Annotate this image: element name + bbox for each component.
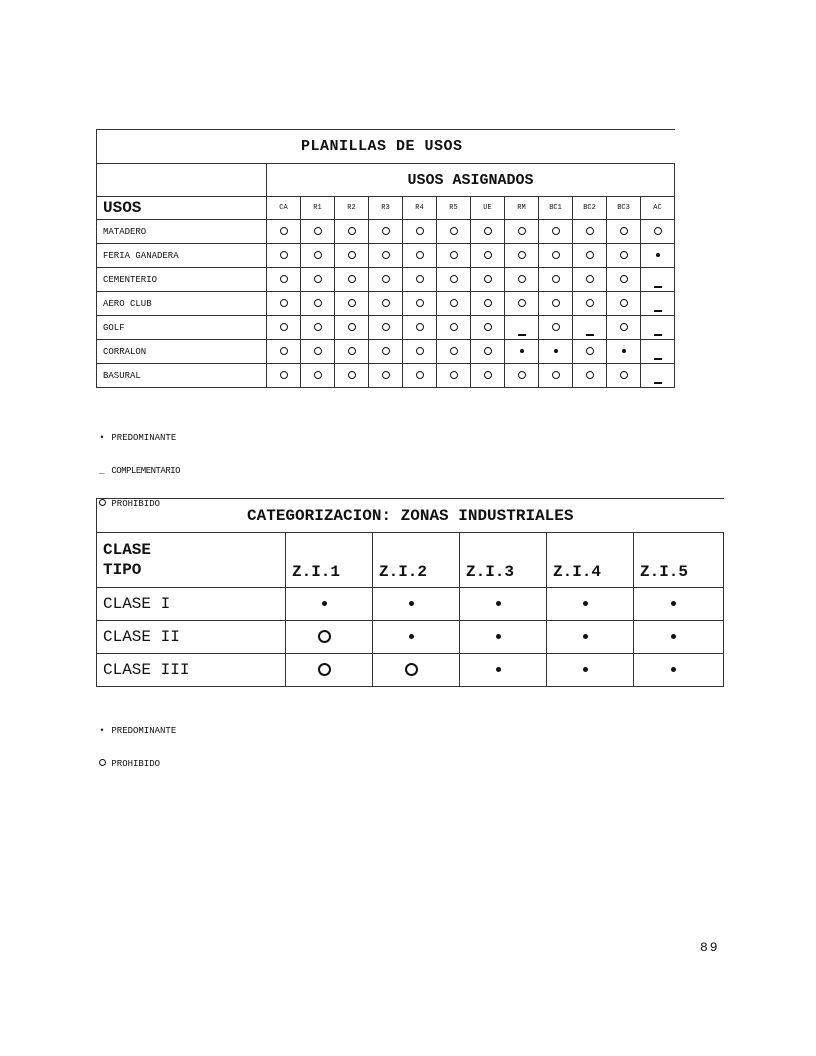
circle-icon	[484, 275, 492, 283]
table-cell	[547, 654, 634, 687]
table-cell	[505, 244, 539, 268]
circle-icon	[620, 299, 628, 307]
circle-icon	[348, 227, 356, 235]
table-cell	[335, 220, 369, 244]
circle-icon	[450, 323, 458, 331]
table-cell	[369, 292, 403, 316]
table-row	[97, 654, 724, 687]
legend-predominante	[98, 433, 180, 444]
table-cell	[335, 244, 369, 268]
table-cell	[505, 340, 539, 364]
circle-icon	[518, 251, 526, 259]
table-cell	[641, 340, 675, 364]
circle-icon	[450, 347, 458, 355]
table-cell	[641, 244, 675, 268]
zone-column-header: Z.I.1	[286, 533, 373, 588]
usos-table	[96, 129, 675, 388]
table-cell	[403, 268, 437, 292]
dash-icon	[654, 382, 662, 384]
circle-icon	[348, 251, 356, 259]
circle-icon	[518, 275, 526, 283]
circle-icon	[450, 299, 458, 307]
table-cell	[607, 340, 641, 364]
circle-icon	[552, 251, 560, 259]
circle-icon	[620, 371, 628, 379]
table-cell	[607, 316, 641, 340]
circle-icon	[484, 347, 492, 355]
bullet-icon	[409, 634, 414, 639]
bullet-icon	[496, 667, 501, 672]
table-cell	[335, 316, 369, 340]
usos-column-header: UE	[471, 197, 505, 220]
circle-icon	[552, 323, 560, 331]
zonas-table-title: CATEGORIZACION: ZONAS INDUSTRIALES	[97, 499, 724, 533]
table-cell	[573, 340, 607, 364]
circle-icon	[382, 299, 390, 307]
table-cell	[301, 268, 335, 292]
circle-icon	[348, 323, 356, 331]
bullet-icon	[671, 667, 676, 672]
legend2-predominante-text: PREDOMINANTE	[111, 726, 177, 736]
table-cell	[505, 220, 539, 244]
circle-icon	[314, 371, 322, 379]
circle-icon	[552, 275, 560, 283]
dash-icon: _	[99, 466, 105, 476]
bullet-icon	[671, 601, 676, 606]
usos-header-blank	[97, 164, 267, 197]
usos-column-header: RM	[505, 197, 539, 220]
table-cell	[369, 364, 403, 388]
bullet-icon	[554, 349, 558, 353]
circle-icon	[348, 299, 356, 307]
usos-column-header: AC	[641, 197, 675, 220]
table-row	[97, 340, 675, 364]
table-cell	[634, 654, 724, 687]
table-cell	[301, 316, 335, 340]
circle-icon	[314, 251, 322, 259]
circle-icon	[518, 299, 526, 307]
table-row	[97, 244, 675, 268]
table-cell	[286, 621, 373, 654]
table-cell	[539, 268, 573, 292]
table-cell	[335, 364, 369, 388]
table-cell	[267, 364, 301, 388]
table-cell	[267, 268, 301, 292]
table-cell	[539, 316, 573, 340]
bullet-icon	[496, 634, 501, 639]
circle-icon	[382, 323, 390, 331]
table-cell	[301, 364, 335, 388]
table-cell	[641, 364, 675, 388]
legend-prohibido-text: PROHIBIDO	[111, 499, 161, 509]
table-cell	[369, 268, 403, 292]
row-label: BASURAL	[97, 364, 267, 388]
class-label: CLASE III	[97, 654, 286, 687]
circle-icon	[314, 227, 322, 235]
table-cell	[403, 316, 437, 340]
zone-column-header: Z.I.5	[634, 533, 724, 588]
legend2-prohibido	[98, 759, 176, 770]
tipo-label: TIPO	[103, 561, 142, 579]
circle-icon	[586, 251, 594, 259]
table-cell	[505, 292, 539, 316]
table-cell	[471, 292, 505, 316]
circle-icon	[518, 371, 526, 379]
circle-icon	[416, 227, 424, 235]
circle-icon	[348, 275, 356, 283]
circle-icon	[484, 251, 492, 259]
circle-icon	[416, 347, 424, 355]
table-cell	[437, 316, 471, 340]
table-cell	[539, 340, 573, 364]
circle-icon	[586, 299, 594, 307]
bullet-icon	[583, 667, 588, 672]
usos-column-header: R2	[335, 197, 369, 220]
table-cell	[607, 364, 641, 388]
table-cell	[403, 220, 437, 244]
bullet-icon: •	[99, 726, 105, 736]
table-cell	[369, 316, 403, 340]
circle-icon	[620, 323, 628, 331]
table-cell	[437, 340, 471, 364]
table-cell	[286, 654, 373, 687]
circle-icon	[450, 251, 458, 259]
zone-column-header: Z.I.3	[460, 533, 547, 588]
table-row	[97, 588, 724, 621]
table-cell	[369, 220, 403, 244]
table-cell	[539, 364, 573, 388]
table-cell	[301, 292, 335, 316]
table-cell	[403, 244, 437, 268]
usos-column-header: BC2	[573, 197, 607, 220]
circle-icon	[586, 371, 594, 379]
table-cell	[267, 220, 301, 244]
table-cell	[437, 244, 471, 268]
table-row	[97, 268, 675, 292]
circle-icon	[314, 299, 322, 307]
dash-icon	[654, 358, 662, 360]
table-cell	[437, 268, 471, 292]
row-label: MATADERO	[97, 220, 267, 244]
circle-icon	[280, 371, 288, 379]
table-cell	[437, 292, 471, 316]
circle-icon	[620, 227, 628, 235]
circle-icon	[586, 227, 594, 235]
circle-icon	[416, 323, 424, 331]
table-cell	[607, 292, 641, 316]
table-cell	[373, 654, 460, 687]
table-cell	[301, 244, 335, 268]
circle-icon	[280, 323, 288, 331]
bullet-icon	[622, 349, 626, 353]
table-cell	[607, 244, 641, 268]
table-cell	[505, 268, 539, 292]
row-label: AERO CLUB	[97, 292, 267, 316]
usos-column-header: R5	[437, 197, 471, 220]
circle-icon	[280, 347, 288, 355]
table-cell	[505, 316, 539, 340]
zone-column-header: Z.I.4	[547, 533, 634, 588]
bullet-icon	[322, 601, 327, 606]
bullet-icon: •	[99, 433, 105, 443]
table-cell	[460, 654, 547, 687]
circle-icon	[484, 323, 492, 331]
row-label: FERIA GANADERA	[97, 244, 267, 268]
table-cell	[335, 292, 369, 316]
usos-table-title: PLANILLAS DE USOS	[97, 130, 675, 164]
circle-icon	[552, 299, 560, 307]
legend-predominante-text: PREDOMINANTE	[111, 433, 177, 443]
table-cell	[301, 340, 335, 364]
dash-icon	[654, 310, 662, 312]
circle-icon	[450, 371, 458, 379]
circle-icon	[280, 227, 288, 235]
table-cell	[471, 340, 505, 364]
legend2-prohibido-text: PROHIBIDO	[111, 759, 161, 769]
table-cell	[267, 340, 301, 364]
table-cell	[539, 244, 573, 268]
table-cell	[335, 340, 369, 364]
circle-icon	[280, 299, 288, 307]
table-cell	[267, 316, 301, 340]
row-label: CORRALON	[97, 340, 267, 364]
circle-icon	[586, 275, 594, 283]
table-cell	[607, 220, 641, 244]
bullet-icon	[409, 601, 414, 606]
table-cell	[369, 340, 403, 364]
table-cell	[369, 244, 403, 268]
table-row	[97, 220, 675, 244]
table-cell	[403, 364, 437, 388]
circle-icon	[382, 227, 390, 235]
dash-icon	[654, 286, 662, 288]
table-cell	[634, 621, 724, 654]
table-cell	[573, 220, 607, 244]
table-row	[97, 292, 675, 316]
circle-icon	[280, 251, 288, 259]
table-cell	[607, 268, 641, 292]
table-cell	[547, 588, 634, 621]
circle-icon	[620, 275, 628, 283]
table-cell	[267, 292, 301, 316]
table-cell	[573, 364, 607, 388]
class-label: CLASE II	[97, 621, 286, 654]
circle-icon	[280, 275, 288, 283]
dash-icon	[518, 334, 526, 336]
circle-icon	[405, 663, 418, 676]
table-cell	[460, 588, 547, 621]
circle-icon	[416, 251, 424, 259]
bullet-icon	[583, 601, 588, 606]
table-cell	[286, 588, 373, 621]
circle-icon	[382, 371, 390, 379]
table-cell	[547, 621, 634, 654]
table-cell	[403, 340, 437, 364]
table-cell	[373, 588, 460, 621]
usos-label: USOS	[97, 197, 267, 220]
class-label: CLASE I	[97, 588, 286, 621]
row-label: CEMENTERIO	[97, 268, 267, 292]
table-cell	[573, 292, 607, 316]
legend-complementario	[98, 466, 180, 477]
circle-icon	[318, 663, 331, 676]
clase-tipo-header	[97, 533, 286, 588]
circle-icon	[586, 347, 594, 355]
table-cell	[471, 268, 505, 292]
circle-icon	[314, 275, 322, 283]
usos-column-header: BC3	[607, 197, 641, 220]
usos-column-header: R3	[369, 197, 403, 220]
circle-icon	[416, 299, 424, 307]
table-cell	[471, 364, 505, 388]
circle-icon	[484, 227, 492, 235]
usos-column-header: R1	[301, 197, 335, 220]
legend2-predominante	[98, 726, 176, 737]
usos-column-header: BC1	[539, 197, 573, 220]
circle-icon	[382, 275, 390, 283]
table-cell	[573, 316, 607, 340]
zone-column-header: Z.I.2	[373, 533, 460, 588]
bullet-icon	[496, 601, 501, 606]
table-cell	[641, 292, 675, 316]
bullet-icon	[656, 253, 660, 257]
table-row	[97, 364, 675, 388]
table-cell	[471, 220, 505, 244]
clase-label: CLASE	[103, 541, 152, 559]
circle-icon	[620, 251, 628, 259]
table-cell	[641, 220, 675, 244]
table-cell	[373, 621, 460, 654]
circle-icon	[484, 371, 492, 379]
circle-icon	[382, 251, 390, 259]
dash-icon	[654, 334, 662, 336]
table-cell	[267, 244, 301, 268]
zonas-legend	[98, 704, 176, 781]
table-cell	[539, 292, 573, 316]
dash-icon	[586, 334, 594, 336]
circle-icon	[518, 227, 526, 235]
table-cell	[437, 220, 471, 244]
table-cell	[539, 220, 573, 244]
circle-icon	[314, 347, 322, 355]
bullet-icon	[520, 349, 524, 353]
usos-column-header: R4	[403, 197, 437, 220]
circle-icon	[416, 371, 424, 379]
circle-icon	[450, 275, 458, 283]
bullet-icon	[671, 634, 676, 639]
circle-icon	[484, 299, 492, 307]
circle-icon	[98, 759, 106, 770]
table-cell	[471, 316, 505, 340]
row-label: GOLF	[97, 316, 267, 340]
circle-icon	[314, 323, 322, 331]
table-cell	[335, 268, 369, 292]
circle-icon	[552, 227, 560, 235]
circle-icon	[348, 347, 356, 355]
table-cell	[641, 316, 675, 340]
table-cell	[301, 220, 335, 244]
circle-icon	[318, 630, 331, 643]
circle-icon	[348, 371, 356, 379]
table-cell	[505, 364, 539, 388]
circle-icon	[382, 347, 390, 355]
table-row	[97, 316, 675, 340]
bullet-icon	[583, 634, 588, 639]
table-cell	[573, 244, 607, 268]
table-cell	[460, 621, 547, 654]
table-cell	[471, 244, 505, 268]
circle-icon	[450, 227, 458, 235]
table-cell	[573, 268, 607, 292]
legend-complementario-text: COMPLEMENTARIO	[111, 466, 181, 476]
table-cell	[641, 268, 675, 292]
circle-icon	[654, 227, 662, 235]
zonas-table	[96, 498, 724, 687]
circle-icon	[416, 275, 424, 283]
table-cell	[437, 364, 471, 388]
table-cell	[634, 588, 724, 621]
table-cell	[403, 292, 437, 316]
usos-column-header: CA	[267, 197, 301, 220]
usos-asignados-header: USOS ASIGNADOS	[267, 164, 675, 197]
circle-icon	[552, 371, 560, 379]
table-row	[97, 621, 724, 654]
page-number: 89	[700, 940, 720, 955]
